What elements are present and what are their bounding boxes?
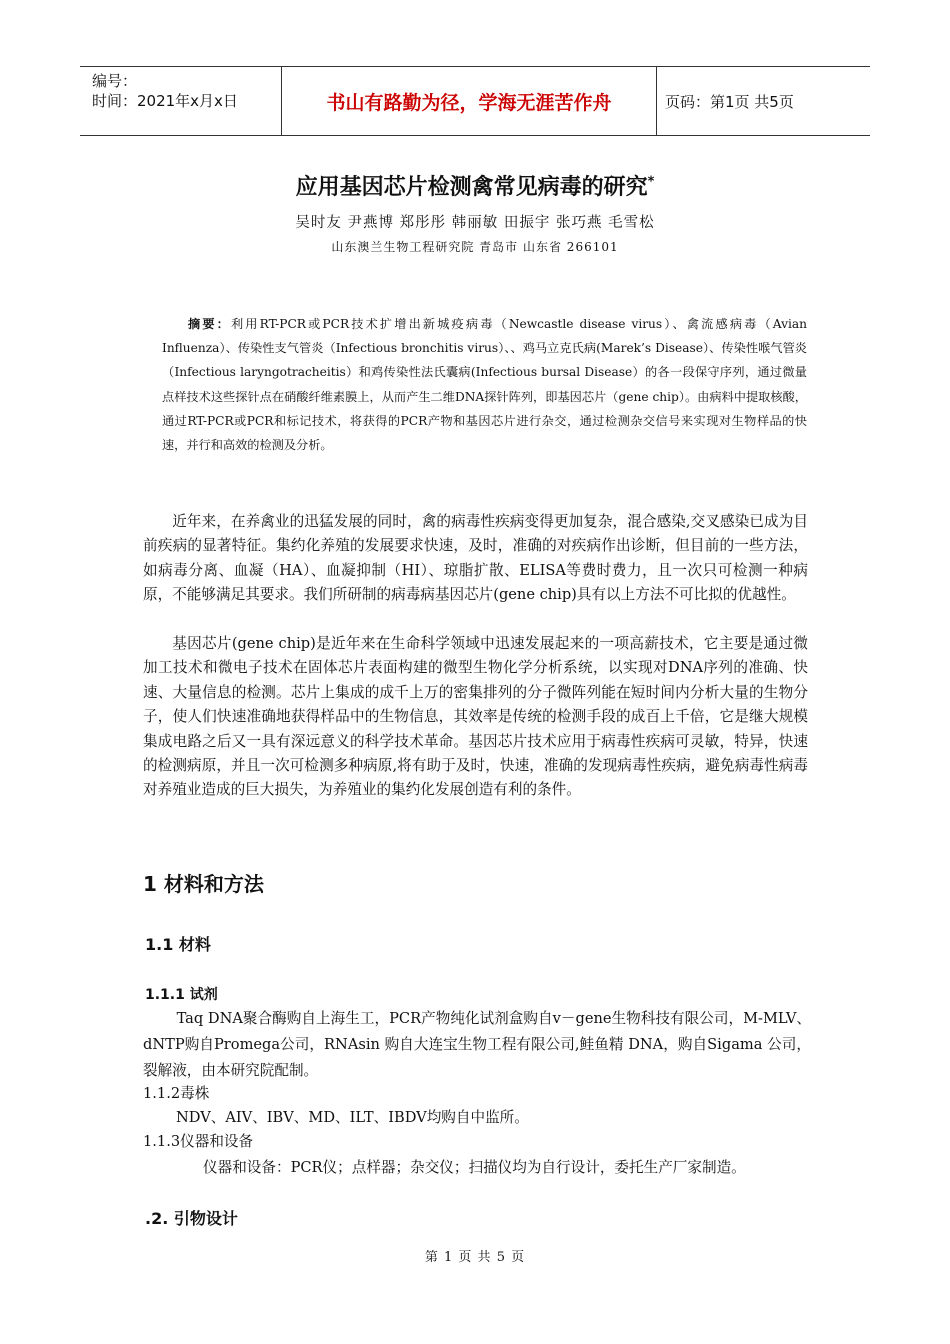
motto: 书山有路勤为径，学海无涯苦作舟 bbox=[281, 67, 657, 135]
header-meta bbox=[80, 67, 281, 135]
number-label: 编号： bbox=[92, 72, 138, 90]
abstract bbox=[162, 312, 807, 457]
abstract-label: 摘要： bbox=[188, 317, 231, 331]
document-title bbox=[0, 170, 950, 201]
abstract-text: 利用RT-PCR或PCR技术扩增出新城疫病毒（Newcastle disease virus）、禽流感病毒（Avian Influenza）、传染性支气管炎（Infectious bronchitis virus）、、鸡马立克氏病(Marek’s Disease）、传染性喉气管炎（Infectious laryngotracheitis）和鸡传染性法氏囊病(Infectious bursal Disease）的各一段保守序列，通过微量点样技术这些探针点在硝酸纤维素膜上，从而产生二维DNA探针阵列，即基因芯片（gene chip）。由病料中提取核酸，通过RT-PCR或PCR和标记技术，将获得的PCR产物和基因芯片进行杂交，通过检测杂交信号来实现对生物样品的快速，并行和高效的检测及分析。 bbox=[162, 317, 808, 453]
header-table bbox=[80, 66, 870, 136]
page-footer: 第 1 页 共 5 页 bbox=[424, 1250, 526, 1265]
intro-paragraph-2: 基因芯片(gene chip)是近年来在生命科学领域中迅速发展起来的一项高薪技术，它主要是通过微加工技术和微电子技术在固体芯片表面构建的微型生物化学分析系统，以实现对DNA序列的准确、快速、大量信息的检测。芯片上集成的成千上万的密集排列的分子微阵列能在短时间内分析大量的生物分子，使人们快速准确地获得样品中的生物信息，其效率是传统的检测手段的成百上千倍，它是继大规模集成电路之后又一具有深远意义的科学技术革命。基因芯片技术应用于病毒性疾病可灵敏，特异，快速的检测病原，并且一次可检测多种病原,将有助于及时，快速，准确的发现病毒性疾病，避免病毒性病毒对养殖业造成的巨大损失，为养殖业的集约化发展创造有利的条件。 bbox=[143, 635, 808, 799]
subsubsection-heading-reagents: 1.1.1 试剂 bbox=[145, 987, 218, 1003]
subsection-heading-primer: .2. 引物设计 bbox=[145, 1209, 238, 1228]
title-footnote-mark: * bbox=[647, 174, 655, 190]
subsubsection-heading-strains: 1.1.2毒株 bbox=[143, 1085, 210, 1102]
subsection-heading-materials: 1.1 材料 bbox=[145, 935, 211, 954]
affiliation: 山东澳兰生物工程研究院 青岛市 山东省 266101 bbox=[331, 240, 619, 254]
intro-paragraph-1: 近年来，在养禽业的迅猛发展的同时，禽的病毒性疾病变得更加复杂，混合感染,交叉感染已成为目前疾病的显著特征。集约化养殖的发展要求快速，及时，准确的对疾病作出诊断，但目前的一些方法，如病毒分离、血凝（HA）、血凝抑制（HI）、琼脂扩散、ELISA等费时费力，且一次只可检测一种病原，不能够满足其要求。我们所研制的病毒病基因芯片(gene chip)具有以上方法不可比拟的优越性。 bbox=[143, 513, 808, 604]
authors: 吴时友 尹燕博 郑彤彤 韩丽敏 田振宇 张巧燕 毛雪松 bbox=[295, 215, 655, 231]
section-heading: 1 材料和方法 bbox=[143, 872, 264, 896]
instruments-paragraph: 仪器和设备：PCR仪；点样器；杂交仪；扫描仪均为自行设计，委托生产厂家制造。 bbox=[203, 1159, 746, 1176]
title-text: 应用基因芯片检测禽常见病毒的研究 bbox=[295, 175, 648, 200]
time-label: 时间：2021年x月x日 bbox=[92, 92, 238, 110]
subsubsection-heading-instruments: 1.1.3仪器和设备 bbox=[143, 1133, 254, 1150]
strains-paragraph: NDV、AIV、IBV、MD、ILT、IBDV均购自中监所。 bbox=[176, 1109, 529, 1126]
page-code: 页码：第1页 共5页 bbox=[665, 92, 794, 111]
reagents-paragraph: Taq DNA聚合酶购自上海生工，PCR产物纯化试剂盒购自v－gene生物科技有限公司，M-MLV、dNTP购自Promega公司，RNAsin 购自大连宝生物工程有限公司,鲑鱼精 DNA，购自Sigama 公司，裂解液，由本研究院配制。 bbox=[143, 1010, 811, 1079]
